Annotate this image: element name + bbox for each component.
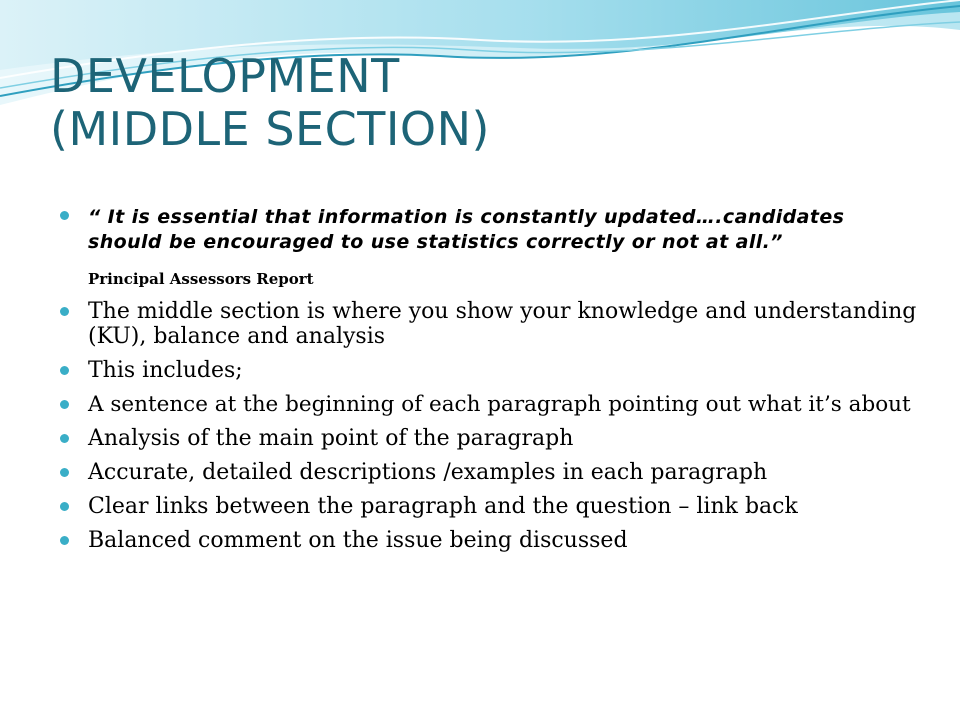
list-item-text: The middle section is where you show your knowledge and understanding (KU), balance and analysis <box>88 299 917 349</box>
quote-item <box>60 205 920 255</box>
list-item-text: Analysis of the main point of the paragraph <box>88 426 574 451</box>
list-item-text: Clear links between the paragraph and the question – link back <box>88 494 798 519</box>
bullet-icon <box>60 366 69 375</box>
title-line-2: (MIDDLE SECTION) <box>50 101 490 156</box>
quote-text: “ It is essential that information is constantly updated….candidates should be encouraged to use statistics correctly or not at all.” <box>88 206 845 253</box>
list-item <box>60 528 920 553</box>
list-item-text: Balanced comment on the issue being discussed <box>88 528 628 553</box>
bullet-list <box>60 205 920 562</box>
title-line-1: DEVELOPMENT <box>50 49 400 103</box>
bullet-icon <box>60 307 69 316</box>
list-item-text: A sentence at the beginning of each paragraph pointing out what it’s about <box>88 392 911 417</box>
bullet-icon <box>60 434 69 443</box>
bullet-icon <box>60 536 69 545</box>
list-item <box>60 494 920 519</box>
slide-title <box>50 50 930 156</box>
list-item <box>60 460 920 485</box>
list-item <box>60 392 920 417</box>
list-item <box>60 358 920 383</box>
list-item-text: This includes; <box>88 358 243 383</box>
bullet-icon <box>60 211 69 220</box>
list-item <box>60 426 920 451</box>
list-item <box>60 299 920 349</box>
bullet-icon <box>60 502 69 511</box>
bullet-icon <box>60 468 69 477</box>
bullet-icon <box>60 400 69 409</box>
quote-attribution: Principal Assessors Report <box>88 270 314 288</box>
list-item-text: Accurate, detailed descriptions /examples in each paragraph <box>88 460 768 485</box>
